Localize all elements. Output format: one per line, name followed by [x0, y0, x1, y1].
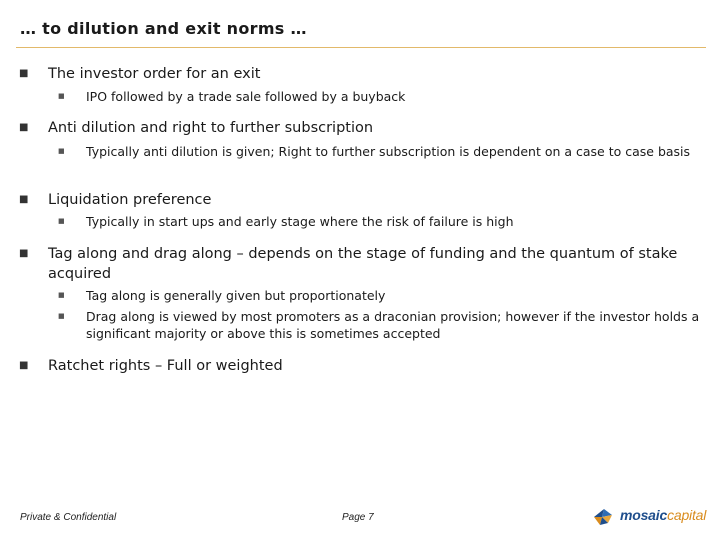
- sub-bullet-item: Typically in start ups and early stage where the risk of failure is high: [86, 214, 514, 229]
- square-bullet-icon: ■: [19, 248, 29, 259]
- logo-text-part2: capital: [667, 507, 707, 523]
- square-bullet-icon: ■: [19, 68, 29, 79]
- company-logo: [590, 503, 710, 531]
- bullet-item: Anti dilution and right to further subscription: [48, 120, 374, 136]
- square-bullet-icon: ■: [58, 147, 65, 155]
- square-bullet-icon: ■: [58, 217, 65, 225]
- bullet-item: Liquidation preference: [48, 192, 212, 208]
- sub-bullet-item: IPO followed by a trade sale followed by a buyback: [86, 89, 406, 104]
- sub-bullet-item: Typically anti dilution is given; Right to further subscription is dependent on a case to case basis: [86, 144, 691, 159]
- sub-bullet-item: Tag along is generally given but proportionately: [86, 288, 386, 303]
- confidential-label: Private & Confidential: [20, 512, 117, 523]
- square-bullet-icon: ■: [19, 360, 29, 371]
- slide-title: … to dilution and exit norms …: [20, 19, 307, 38]
- square-bullet-icon: ■: [58, 92, 65, 100]
- sub-bullet-item: Drag along is viewed by most promoters as a draconian provision; however if the investor holds a significant majority or above this is sometimes accepted: [86, 309, 700, 341]
- logo-text-part1: mosaic: [620, 507, 668, 523]
- bullet-item: Tag along and drag along – depends on the stage of funding and the quantum of stake acquired: [48, 246, 678, 282]
- logo-wordmark: [620, 507, 706, 523]
- bullet-item: The investor order for an exit: [48, 66, 261, 82]
- square-bullet-icon: ■: [58, 312, 65, 320]
- bullet-item: Ratchet rights – Full or weighted: [48, 358, 283, 374]
- square-bullet-icon: ■: [19, 194, 29, 205]
- title-divider: [16, 47, 706, 48]
- square-bullet-icon: ■: [58, 291, 65, 299]
- mosaic-logo-icon: [590, 503, 620, 531]
- square-bullet-icon: ■: [19, 122, 29, 133]
- page-number: Page 7: [342, 512, 374, 523]
